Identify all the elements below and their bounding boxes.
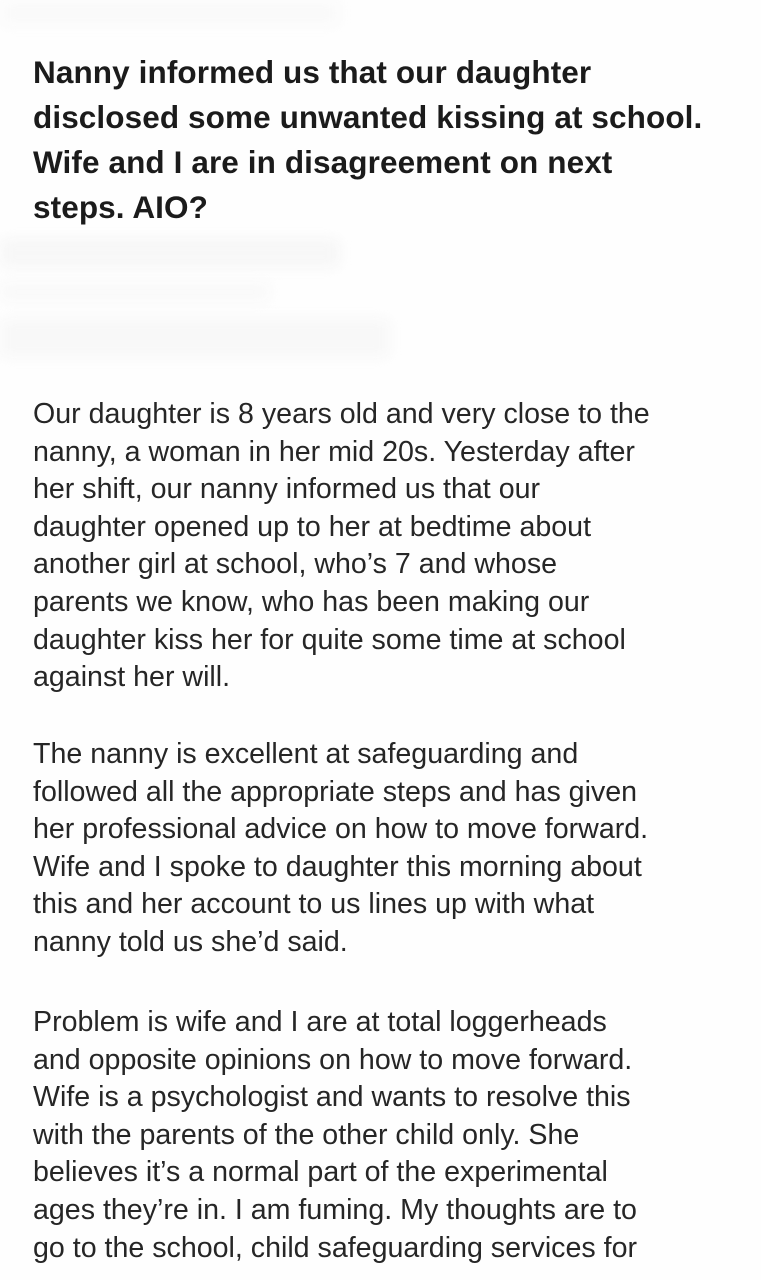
paragraph-line: her shift, our nanny informed us that our <box>33 473 541 506</box>
paragraph-line: Our daughter is 8 years old and very close to the <box>33 398 650 430</box>
blurred-post-meta <box>0 282 270 302</box>
paragraph-line: believes it’s a normal part of the experimental <box>33 1156 608 1189</box>
paragraph-line: Problem is wife and I are at total loggerheads <box>33 1006 607 1038</box>
paragraph-line: her professional advice on how to move forward. <box>33 813 649 846</box>
paragraph-line: ages they’re in. I am fuming. My thoughts are to <box>33 1193 637 1226</box>
paragraph-line: daughter opened up to her at bedtime about <box>33 510 592 543</box>
blurred-author-meta <box>0 238 340 268</box>
post-title <box>33 50 753 230</box>
blurred-header <box>0 0 340 26</box>
title-line: Wife and I are in disagreement on next <box>33 144 613 180</box>
paragraph-line: nanny, a woman in her mid 20s. Yesterday after <box>33 435 635 468</box>
paragraph-line: this and her account to us lines up with what <box>33 888 595 921</box>
paragraph-line: parents we know, who has been making our <box>33 585 590 618</box>
paragraph-line: with the parents of the other child only. She <box>33 1118 580 1151</box>
paragraph-line: against her will. <box>33 661 231 694</box>
title-line: steps. AIO? <box>33 189 208 225</box>
post-paragraph-3 <box>33 1004 753 1267</box>
paragraph-line: followed all the appropriate steps and has given <box>33 775 638 808</box>
paragraph-line: The nanny is excellent at safeguarding and <box>33 738 579 770</box>
title-line: disclosed some unwanted kissing at school. <box>33 99 703 135</box>
paragraph-line: Wife is a psychologist and wants to resolve this <box>33 1081 631 1114</box>
title-line: Nanny informed us that our daughter <box>33 54 592 90</box>
post-paragraph-1 <box>33 396 753 697</box>
blurred-flair <box>0 318 390 358</box>
paragraph-line: another girl at school, who’s 7 and whose <box>33 548 558 581</box>
paragraph-line: nanny told us she’d said. <box>33 925 348 958</box>
paragraph-line: daughter kiss her for quite some time at school <box>33 623 626 656</box>
paragraph-line: go to the school, child safeguarding services for <box>33 1231 637 1264</box>
paragraph-line: and opposite opinions on how to move forward. <box>33 1043 633 1076</box>
paragraph-line: Wife and I spoke to daughter this morning about <box>33 850 642 883</box>
post-paragraph-2 <box>33 736 753 962</box>
